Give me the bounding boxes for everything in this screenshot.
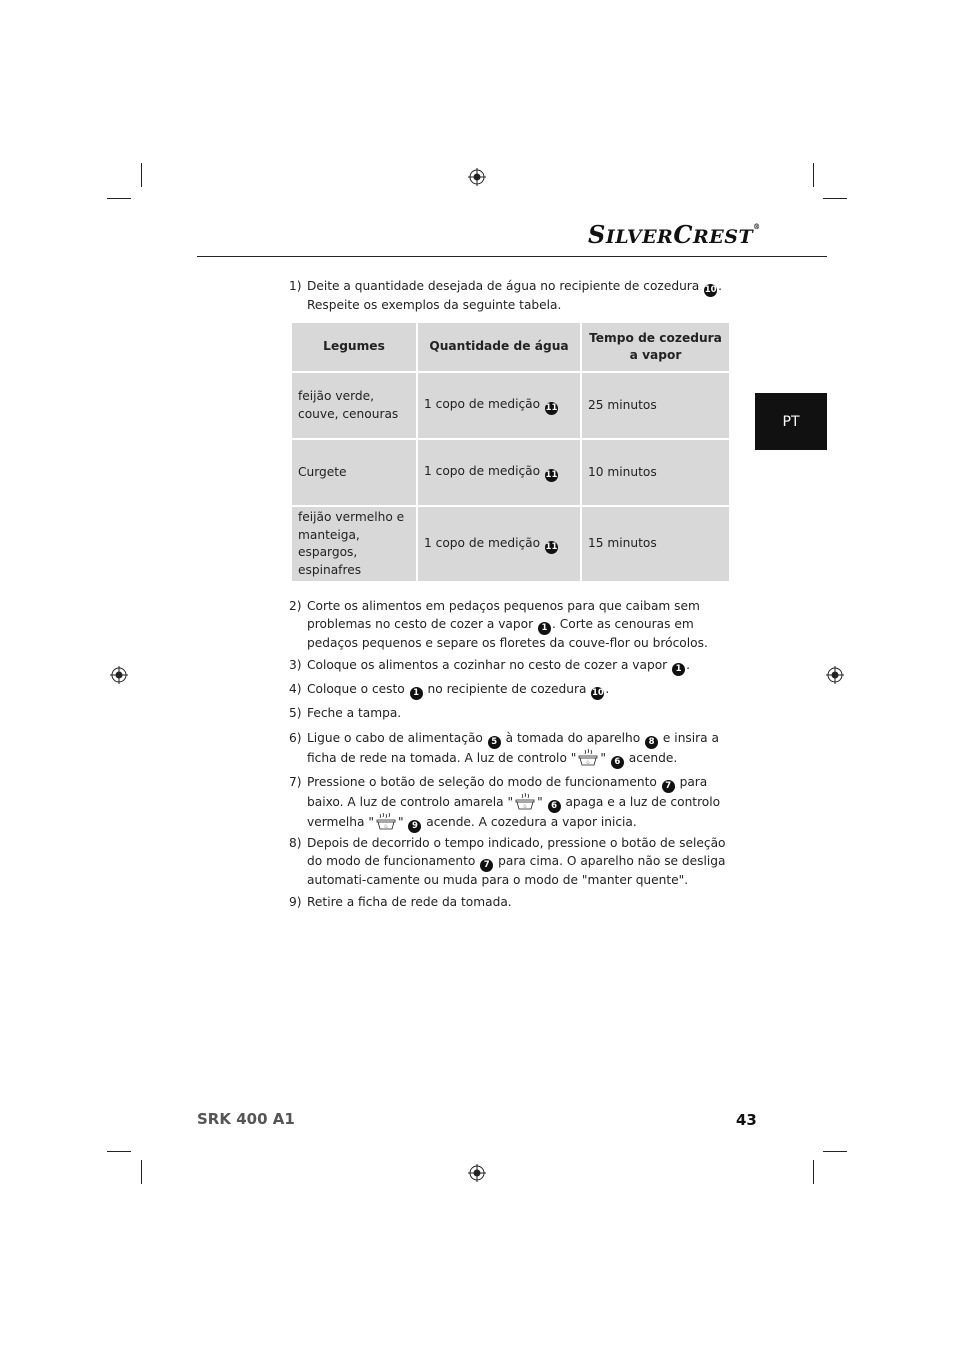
ref-number: 9: [408, 820, 421, 833]
table-cell: 1 copo de medição 11: [417, 372, 581, 439]
ref-number: 6: [611, 756, 624, 769]
ref-number: 1: [410, 687, 423, 700]
step-6: 6) Ligue o cabo de alimentação 5 à tomada do aparelho 8 e insira a ficha de rede na tomada. A luz de controlo " ♨ " 6 acende.: [289, 731, 719, 767]
registration-mark-icon: [826, 666, 844, 684]
table-header-row: [291, 322, 730, 372]
ref-number: 5: [488, 736, 501, 749]
language-tab: PT: [755, 393, 827, 450]
table-header: Tempo de cozedura a vapor: [581, 322, 730, 372]
crop-mark: [813, 1160, 814, 1184]
table-cell: 1 copo de medição 11: [417, 439, 581, 506]
header-rule: [197, 256, 827, 257]
ref-number: 10: [591, 688, 604, 698]
table-header: Quantidade de água: [417, 322, 581, 372]
ref-number: 6: [548, 800, 561, 813]
table-cell: Curgete: [291, 439, 417, 506]
step-1: 1) Deite a quantidade desejada de água no recipiente de cozedura 10 . Respeite os exemplos da seguinte tabela.: [289, 279, 723, 312]
table-cell: 15 minutos: [581, 506, 730, 582]
svg-text:♨: ♨: [586, 759, 591, 766]
step-2: 2) Corte os alimentos em pedaços pequenos para que caibam sem problemas no cesto de cozer a vapor 1 . Corte as cenouras em pedaços pequenos e separe os floretes da couve-flor ou brócolos.: [289, 599, 708, 650]
step-4: 4) Coloque o cesto 1 no recipiente de cozedura 10 .: [289, 682, 610, 698]
cooking-pot-icon: [576, 749, 600, 766]
table-cell: feijão verde, couve, cenouras: [291, 372, 417, 439]
crop-mark: [823, 198, 847, 199]
table-cell: 10 minutos: [581, 439, 730, 506]
steaming-pot-icon: [374, 813, 398, 830]
step-7: 7) Pressione o botão de seleção do modo de funcionamento 7 para baixo. A luz de controlo amarela " ♨ " 6 apaga e a luz de controlo vermelha " ♨ " 9 acende. A cozedura a vapor inicia.: [289, 775, 721, 831]
table-cell: 1 copo de medição 11: [417, 506, 581, 582]
table-row: [291, 506, 730, 582]
cooking-pot-icon: [513, 793, 537, 810]
step-8: 8) Depois de decorrido o tempo indicado, pressione o botão de seleção do modo de funcionamento 7 para cima. O aparelho não se desliga automati-camente ou muda para o modo de "manter quente".: [289, 836, 726, 887]
svg-text:♨: ♨: [522, 803, 528, 810]
svg-text:♨: ♨: [383, 823, 389, 830]
model-number: SRK 400 A1: [197, 1110, 295, 1128]
table-header: Legumes: [291, 322, 417, 372]
steaming-table: [290, 321, 731, 583]
step-5: 5) Feche a tampa.: [289, 706, 402, 720]
table-cell: 25 minutos: [581, 372, 730, 439]
crop-mark: [107, 1151, 131, 1152]
crop-mark: [141, 163, 142, 187]
ref-number: 7: [480, 859, 493, 872]
table-row: [291, 372, 730, 439]
page-number: 43: [736, 1111, 757, 1129]
ref-number: 1: [538, 622, 551, 635]
brand-logo: SILVERCREST®: [588, 220, 761, 249]
ref-number: 8: [645, 736, 658, 749]
ref-number: 10: [704, 285, 717, 295]
ref-number: 11: [545, 403, 558, 413]
table-cell: feijão vermelho e manteiga, espargos, espinafres: [291, 506, 417, 582]
table-row: [291, 439, 730, 506]
crop-mark: [141, 1160, 142, 1184]
crop-mark: [813, 163, 814, 187]
crop-mark: [823, 1151, 847, 1152]
registration-mark-icon: [468, 1164, 486, 1182]
step-3: 3) Coloque os alimentos a cozinhar no cesto de cozer a vapor 1 .: [289, 658, 690, 674]
step-9: 9) Retire a ficha de rede da tomada.: [289, 895, 512, 909]
ref-number: 11: [545, 470, 558, 480]
ref-number: 11: [545, 541, 558, 552]
crop-mark: [107, 198, 131, 199]
registration-mark-icon: [468, 168, 486, 186]
ref-number: 7: [662, 780, 675, 793]
registration-mark-icon: [110, 666, 128, 684]
ref-number: 1: [672, 663, 685, 676]
